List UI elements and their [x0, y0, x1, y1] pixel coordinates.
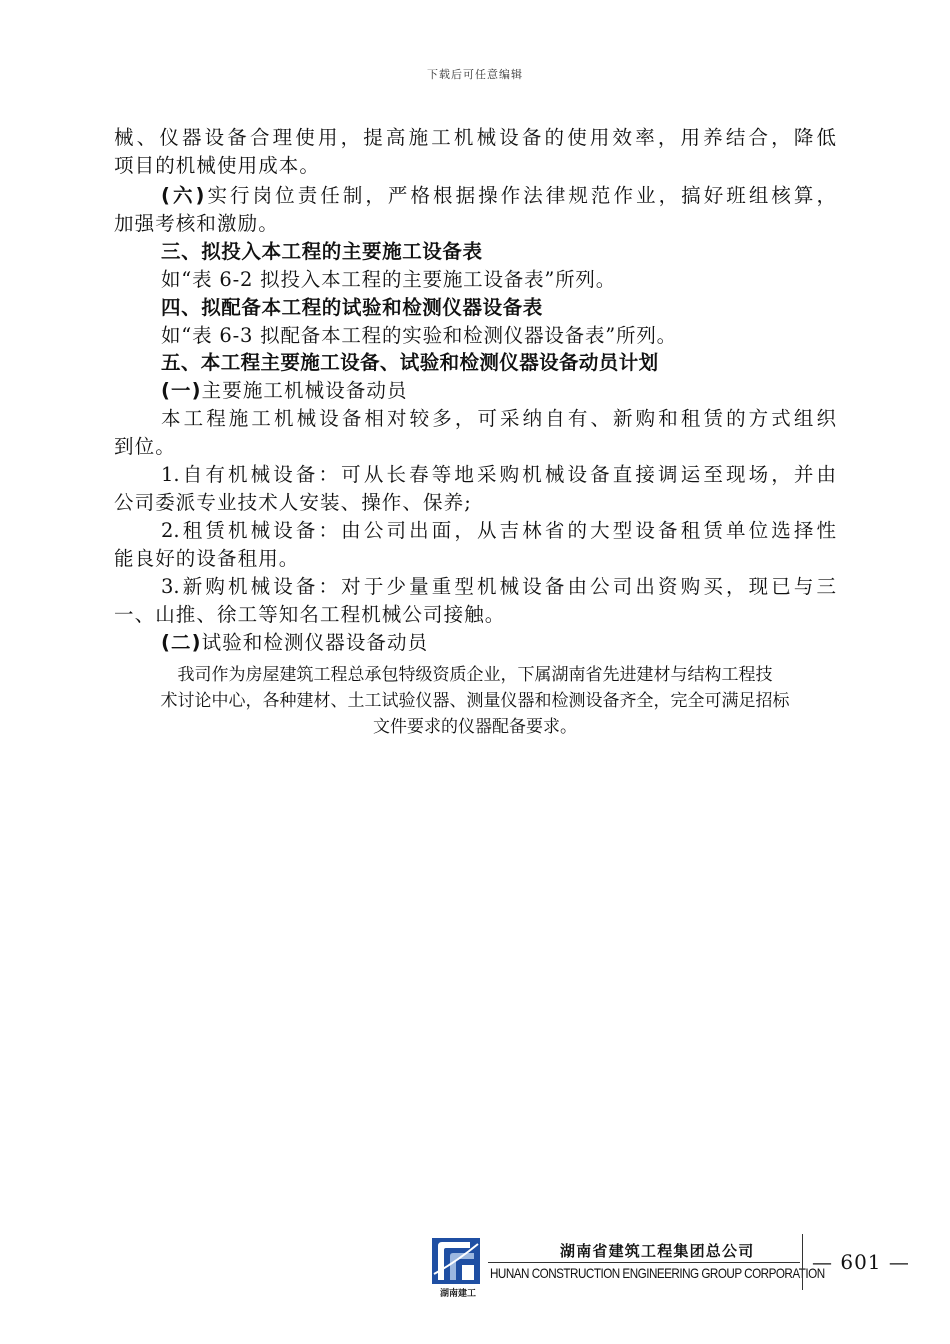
subsection-label: (二) [161, 631, 202, 654]
section-heading-5: 五、本工程主要施工设备、试验和检测仪器设备动员计划 [161, 351, 659, 374]
hunan-construction-logo-icon [428, 1236, 484, 1286]
list-item-line: 3.新购机械设备：对于少量重型机械设备由公司出资购买，现已与三 [161, 575, 836, 598]
footer-vertical-divider [802, 1234, 803, 1290]
page-number: — 601 — [812, 1250, 910, 1274]
section-heading-4: 四、拟配备本工程的试验和检测仪器设备表 [161, 296, 543, 319]
list-item-line: 能良好的设备租用。 [114, 547, 300, 570]
paragraph-line: 本工程施工机械设备相对较多，可采纳自有、新购和租赁的方式组织 [161, 407, 836, 430]
paragraph-line: 如“表 6-3 拟配备本工程的实验和检测仪器设备表”所列。 [161, 324, 677, 347]
paragraph-line [161, 182, 836, 210]
list-item-line: 公司委派专业技术人安装、操作、保养; [114, 491, 472, 514]
company-name-cn: 湖南省建筑工程集团总公司 [560, 1242, 755, 1260]
subsection-heading [161, 377, 408, 405]
section-heading-3: 三、拟投入本工程的主要施工设备表 [161, 240, 483, 263]
footer-divider [488, 1262, 800, 1263]
subsection-title: 主要施工机械设备动员 [201, 379, 408, 402]
paragraph-line: 加强考核和激励。 [114, 212, 279, 235]
paragraph-line: 如“表 6-2 拟投入本工程的主要施工设备表”所列。 [161, 268, 617, 291]
section-label: (六) [161, 184, 205, 207]
paragraph-line: 术讨论中心，各种建材、土工试验仪器、测量仪器和检测设备齐全，完全可满足招标 [160, 691, 790, 711]
list-item-line: 1.自有机械设备：可从长春等地采购机械设备直接调运至现场，并由 [161, 463, 836, 486]
company-name-en: HUNAN CONSTRUCTION ENGINEERING GROUP CORPORATION [490, 1266, 825, 1281]
document-body [114, 0, 836, 1200]
list-item-line: 一、山推、徐工等知名工程机械公司接触。 [114, 603, 506, 626]
paragraph-line: 文件要求的仪器配备要求。 [373, 717, 577, 737]
paragraph-text: 实行岗位责任制，严格根据操作法律规范作业，搞好班组核算， [204, 184, 836, 207]
subsection-title: 试验和检测仪器设备动员 [201, 631, 429, 654]
paragraph-line: 项目的机械使用成本。 [114, 154, 321, 177]
paragraph-line: 到位。 [114, 435, 176, 458]
logo-caption: 湖南建工 [439, 1289, 476, 1299]
list-item-line: 2.租赁机械设备：由公司出面，从吉林省的大型设备租赁单位选择性 [161, 519, 836, 542]
subsection-label: (一) [161, 379, 202, 402]
paragraph-line: 我司作为房屋建筑工程总承包特级资质企业，下属湖南省先进建材与结构工程技 [177, 665, 773, 685]
watermark: 下载后可任意编辑 [427, 68, 523, 81]
subsection-heading [161, 629, 428, 657]
paragraph-line: 械、仪器设备合理使用，提高施工机械设备的使用效率，用养结合，降低 [114, 126, 836, 149]
